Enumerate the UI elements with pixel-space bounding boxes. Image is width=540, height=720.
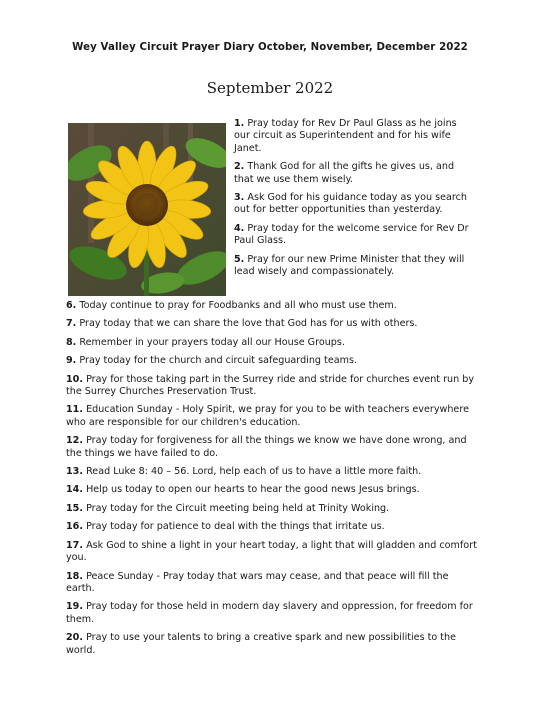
prayer-entry-17 <box>66 540 478 565</box>
entry-text: Remember in your prayers today all our House Groups. <box>79 336 345 348</box>
entry-text: Ask God to shine a light in your heart today, a light that will gladden and comfort you. <box>66 539 477 564</box>
prayer-entry-3 <box>234 192 474 217</box>
entry-number: 4. <box>234 222 245 234</box>
prayer-entry-1 <box>234 118 474 155</box>
entry-number: 11. <box>66 404 83 416</box>
entry-number: 16. <box>66 521 83 533</box>
entry-text: Pray today that we can share the love that God has for us with others. <box>79 318 418 330</box>
entry-number: 18. <box>66 570 83 582</box>
entry-number: 5. <box>234 253 245 265</box>
entry-number: 15. <box>66 502 83 514</box>
prayer-entry-14 <box>66 484 478 496</box>
prayer-entry-5 <box>234 254 474 279</box>
prayer-entry-6 <box>66 300 478 312</box>
prayer-entry-19 <box>66 601 478 626</box>
entry-number: 17. <box>66 539 83 551</box>
entry-text: Thank God for all the gifts he gives us, and that we use them wisely. <box>234 161 455 185</box>
prayer-entry-9 <box>66 355 478 367</box>
prayer-entry-15 <box>66 503 478 515</box>
prayer-entry-16 <box>66 521 478 533</box>
prayer-entry-11 <box>66 404 478 429</box>
prayer-entry-4 <box>234 223 474 248</box>
prayer-entry-10 <box>66 374 478 399</box>
entries-full-width <box>66 300 478 663</box>
prayer-entry-18 <box>66 571 478 596</box>
prayer-entry-7 <box>66 318 478 330</box>
entries-beside-image <box>234 118 474 284</box>
prayer-entry-12 <box>66 435 478 460</box>
entry-number: 12. <box>66 435 83 447</box>
entry-text: Peace Sunday - Pray today that wars may cease, and that peace will fill the earth. <box>66 570 449 594</box>
prayer-entry-20 <box>66 632 478 657</box>
entry-text: Pray for those taking part in the Surrey ride and stride for churches event run by the Surrey Churches Preservation Trust. <box>66 373 475 398</box>
entry-number: 8. <box>66 336 77 348</box>
entry-number: 19. <box>66 601 83 613</box>
sunflower-image <box>68 123 226 296</box>
entry-number: 9. <box>66 355 77 367</box>
prayer-entry-2 <box>234 161 474 186</box>
entry-text: Pray today for Rev Dr Paul Glass as he joins our circuit as Superintendent and for his wife Janet. <box>234 118 457 154</box>
entry-text: Pray today for those held in modern day slavery and oppression, for freedom for them. <box>66 601 473 625</box>
month-heading: September 2022 <box>206 79 334 97</box>
entry-text: Education Sunday - Holy Spirit, we pray for you to be with teachers everywhere who are responsible for our children's education. <box>66 404 469 428</box>
entry-number: 20. <box>66 632 83 644</box>
entry-text: Help us today to open our hearts to hear the good news Jesus brings. <box>86 484 420 496</box>
entry-number: 2. <box>234 161 245 173</box>
diary-header-title: Wey Valley Circuit Prayer Diary October, November, December 2022 <box>72 42 468 53</box>
entry-number: 6. <box>66 300 77 311</box>
entry-number: 1. <box>234 118 245 129</box>
entry-text: Pray today for forgiveness for all the things we know we have done wrong, and the things we have failed to do. <box>66 435 467 459</box>
prayer-entry-8 <box>66 337 478 349</box>
entry-number: 13. <box>66 466 83 478</box>
entry-text: Pray today for the Circuit meeting being held at Trinity Woking. <box>86 502 390 514</box>
entry-text: Pray for our new Prime Minister that they will lead wisely and compassionately. <box>234 253 465 278</box>
entry-text: Pray today for the welcome service for Rev Dr Paul Glass. <box>234 222 469 247</box>
entry-text: Pray today for the church and circuit safeguarding teams. <box>79 355 357 367</box>
entry-text: Pray today for patience to deal with the things that irritate us. <box>86 521 385 533</box>
entry-number: 14. <box>66 484 83 496</box>
prayer-entry-13 <box>66 466 478 478</box>
entry-number: 3. <box>234 192 245 204</box>
entry-text: Pray to use your talents to bring a creative spark and new possibilities to the world. <box>66 632 457 656</box>
entry-number: 10. <box>66 373 83 385</box>
entry-number: 7. <box>66 318 77 330</box>
entry-text: Read Luke 8: 40 – 56. Lord, help each of us to have a little more faith. <box>86 466 422 478</box>
entry-text: Ask God for his guidance today as you search out for better opportunities than yesterday. <box>234 192 467 216</box>
entry-text: Today continue to pray for Foodbanks and all who must use them. <box>79 300 397 311</box>
